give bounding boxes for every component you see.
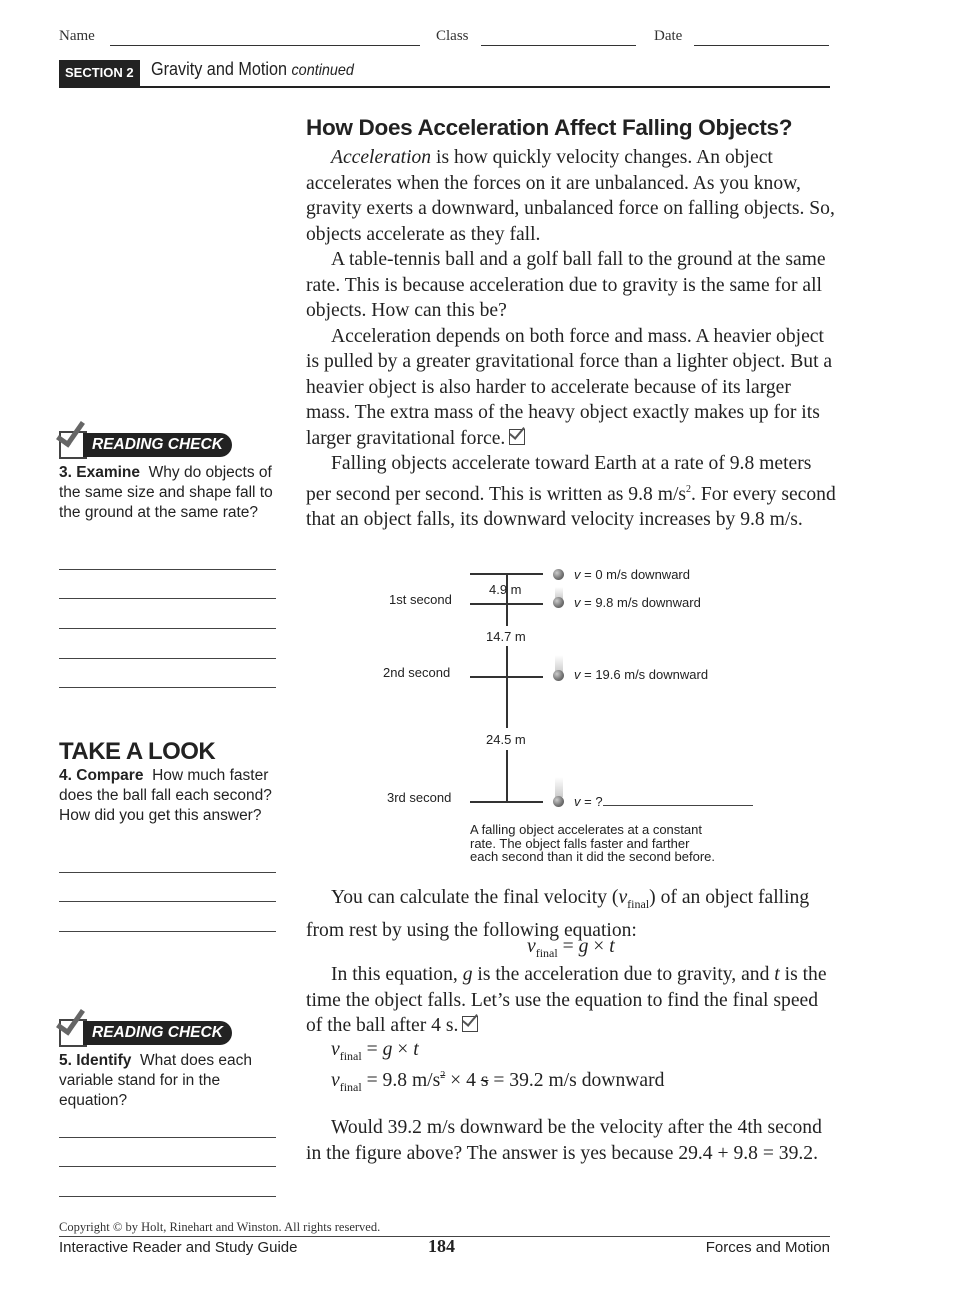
cancelled-unit: s <box>480 1070 489 1091</box>
times: × <box>588 936 610 957</box>
row-label-3rd-second: 3rd second <box>387 790 452 805</box>
question-3 <box>59 463 279 522</box>
ball-icon <box>553 670 564 681</box>
paragraph-rate <box>306 451 836 533</box>
velocity-value: = 19.6 m/s downward <box>584 667 709 682</box>
superscript: 2 <box>686 483 692 495</box>
answer-line-q5[interactable] <box>59 1137 276 1138</box>
answer-line-q4[interactable] <box>59 872 276 873</box>
paragraph-text: Would 39.2 m/s downward be the velocity after the 4th second in the figure above? The answer is yes because 29.4 + 9.8 = 39.2. <box>306 1117 822 1164</box>
velocity-label-2 <box>574 667 708 682</box>
class-label: Class <box>436 28 469 44</box>
row-label-1st-second: 1st second <box>389 592 452 607</box>
page-number: 184 <box>428 1236 455 1256</box>
subscript: final <box>339 1049 362 1063</box>
second-second-line <box>470 676 543 678</box>
date-label: Date <box>654 28 683 44</box>
paragraph-equation-explained <box>306 962 836 1039</box>
question-verb: Compare <box>76 767 144 784</box>
date-field[interactable] <box>694 45 829 46</box>
ball-icon <box>553 597 564 608</box>
reading-check-badge <box>59 423 232 455</box>
section-header <box>59 58 830 88</box>
equation-text: × 4 <box>445 1070 481 1091</box>
paragraph-text: You can calculate the final velocity ( <box>331 887 619 908</box>
term-acceleration: Acceleration <box>331 147 432 168</box>
cancelled-superscript: 2 <box>440 1070 446 1081</box>
paragraph-text: is the acceleration due to gravity, and <box>472 964 775 985</box>
velocity-answer-blank[interactable] <box>603 797 753 806</box>
velocity-symbol: v <box>574 567 581 582</box>
var-v: v <box>527 936 536 957</box>
times: × <box>392 1039 414 1060</box>
velocity-label-3 <box>574 794 603 809</box>
question-text: How much faster does the ball fall each second? How did you get this answer? <box>59 767 272 824</box>
section-continued: continued <box>291 62 354 79</box>
equation-step-1 <box>331 1039 419 1064</box>
question-4 <box>59 766 279 825</box>
question-5 <box>59 1051 279 1110</box>
reading-check-mark-icon <box>462 1016 478 1032</box>
velocity-value: = 0 m/s downward <box>584 567 690 582</box>
answer-line-q3[interactable] <box>59 628 276 629</box>
answer-line-q3[interactable] <box>59 569 276 570</box>
chapter-title: Forces and Motion <box>705 1239 830 1256</box>
var-v: v <box>618 887 628 908</box>
subscript: final <box>535 946 558 960</box>
take-a-look-heading: TAKE A LOOK <box>59 738 216 765</box>
distance-label-1: 4.9 m <box>489 582 522 597</box>
paragraph-text: . For every second that an object falls, its downward velocity increases by 9.8 m/s. <box>306 483 836 530</box>
body-paragraphs-1 <box>306 145 836 533</box>
question-verb: Identify <box>76 1052 132 1069</box>
paragraph-same-rate: A table-tennis ball and a golf ball fall to the ground at the same rate. This is because acceleration due to gravity is the same for all objects. How can this be? <box>306 249 826 321</box>
class-field[interactable] <box>481 45 636 46</box>
var-t: t <box>774 964 780 985</box>
subscript: final <box>339 1080 362 1094</box>
question-text: Why do objects of the same size and shape fall to the ground at the same rate? <box>59 464 273 521</box>
section-title-text: Gravity and Motion <box>151 59 287 79</box>
var-g: g <box>462 964 473 985</box>
var-t: t <box>413 1039 419 1060</box>
distance-label-3: 24.5 m <box>486 732 526 747</box>
book-title: Interactive Reader and Study Guide <box>59 1239 298 1256</box>
velocity-value: = 9.8 m/s downward <box>584 595 701 610</box>
paragraph-text: is how quickly velocity changes. An object accelerates when the forces on it are unbalanced. As you know, gravity exerts a downward, unbalanced force on falling objects. So, objects accelerate as they fall. <box>306 147 835 245</box>
paragraph-final-velocity <box>306 885 836 943</box>
row-label-2nd-second: 2nd second <box>383 665 451 680</box>
paragraph-acceleration <box>306 145 836 247</box>
paragraph-text: ) of an object falling from rest by using the following equation: <box>306 887 810 941</box>
var-t: t <box>609 936 615 957</box>
third-second-line <box>470 801 543 803</box>
var-v: v <box>331 1039 340 1060</box>
main-heading: How Does Acceleration Affect Falling Objects? <box>306 115 793 140</box>
var-g: g <box>382 1039 393 1060</box>
distance-axis-segment-2 <box>506 604 508 626</box>
section-title <box>151 59 354 80</box>
equation-step-2 <box>331 1070 664 1095</box>
answer-line-q4[interactable] <box>59 901 276 902</box>
answer-line-q5[interactable] <box>59 1196 276 1197</box>
answer-line-q3[interactable] <box>59 598 276 599</box>
paragraph-text-block <box>306 962 836 1039</box>
ball-icon <box>553 569 564 580</box>
velocity-symbol: v <box>574 667 581 682</box>
answer-line-q3[interactable] <box>59 658 276 659</box>
equation-text: = 9.8 m/s <box>361 1070 441 1091</box>
distance-label-2: 14.7 m <box>486 629 526 644</box>
name-field[interactable] <box>110 45 420 46</box>
section-tag: SECTION 2 <box>59 60 140 86</box>
subscript: final <box>627 897 650 911</box>
paragraph-text: In this equation, <box>331 964 463 985</box>
velocity-label-0 <box>574 567 690 582</box>
reading-check-badge <box>59 1011 232 1043</box>
distance-axis-segment-4 <box>506 676 508 728</box>
paragraph-force-mass <box>306 324 836 452</box>
name-label: Name <box>59 28 95 44</box>
ball-icon <box>553 796 564 807</box>
equation-result: = 39.2 m/s downward <box>488 1070 665 1091</box>
copyright: Copyright © by Holt, Rinehart and Winston. All rights reserved. <box>59 1220 381 1234</box>
question-verb: Examine <box>76 464 141 481</box>
figure-caption: A falling object accelerates at a constant rate. The object falls faster and farther each second than it did the second before. <box>470 822 716 864</box>
question-number: 4. <box>59 767 72 784</box>
first-second-line <box>470 603 543 605</box>
paragraph-verify <box>306 1115 836 1166</box>
velocity-symbol: v <box>574 794 581 809</box>
distance-axis-segment-5 <box>506 750 508 802</box>
equals: = <box>557 936 579 957</box>
question-text: What does each variable stand for in the equation? <box>59 1052 253 1109</box>
start-line <box>470 573 543 575</box>
equation-main <box>527 936 615 961</box>
reading-check-label: READING CHECK <box>83 1021 232 1045</box>
velocity-value: = ? <box>584 794 603 809</box>
distance-axis-segment-3 <box>506 646 508 676</box>
reading-check-label: READING CHECK <box>83 433 232 457</box>
var-v: v <box>331 1070 340 1091</box>
velocity-label-1 <box>574 595 701 610</box>
answer-line-q4[interactable] <box>59 931 276 932</box>
velocity-symbol: v <box>574 595 581 610</box>
question-number: 5. <box>59 1052 72 1069</box>
paragraph-text: is the time the object falls. Let’s use the equation to find the final speed of the ball after 4 s. <box>306 964 827 1036</box>
paragraph-text: Acceleration depends on both force and mass. A heavier object is pulled by a greater gravitational force than a lighter object. But a heavier object is also harder to accelerate because of its larger mass. The extra mass of the heavy object exactly makes up for its larger gravitational force. <box>306 325 833 449</box>
answer-line-q5[interactable] <box>59 1166 276 1167</box>
paragraph-text: Falling objects accelerate toward Earth at a rate of 9.8 meters per second per second. This is written as 9.8 m/s <box>306 453 812 505</box>
question-number: 3. <box>59 464 72 481</box>
paragraph-text-block <box>306 885 836 943</box>
var-g: g <box>578 936 589 957</box>
reading-check-mark-icon <box>509 429 525 445</box>
motion-trail <box>555 777 563 797</box>
answer-line-q3[interactable] <box>59 687 276 688</box>
equals: = <box>361 1039 383 1060</box>
